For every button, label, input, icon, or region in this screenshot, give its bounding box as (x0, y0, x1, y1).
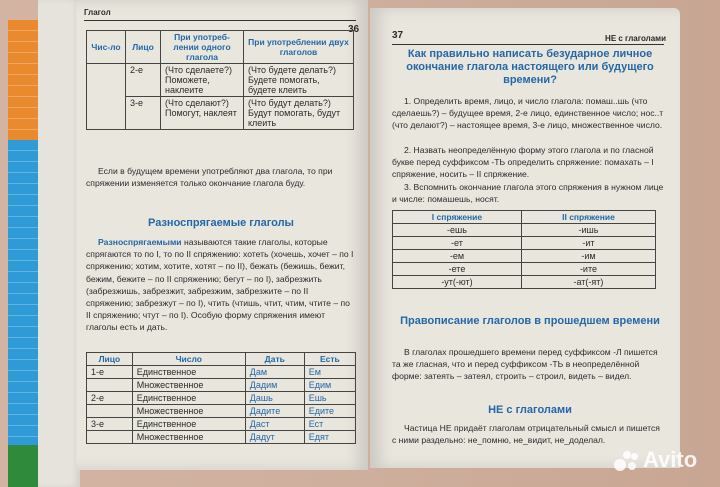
avito-wordmark: Avito (643, 447, 698, 472)
table-row: 1-е Единственное Дам Ем (87, 366, 356, 379)
book-spine (8, 20, 40, 487)
paragraph-future-two-verbs: Если в будущем времени употребляют два глагола, то при спряжении изменяется только окончание глагола буду. (86, 166, 333, 189)
table-row: -ут(-ют) -ат(-ят) (393, 276, 656, 289)
endings-table: I спряжение II спряжение -ешь -ишь -ет -ит -ем -им -ете -ите -ут(-ют) -ат(-ят) (392, 210, 656, 289)
table-row: 2-е (Что сделаете?) Поможете, наклеите (Что будете делать?) Будете помогать, будете клеить (87, 64, 354, 97)
step-2: 2. Назвать неопределённую форму этого глагола и по гласной букве перед суффиксом -ТЬ определить спряжение: помахать – I спряжение, носить – II спряжение. (392, 145, 654, 180)
heading-heteroclitic-verbs: Разноспрягаемые глаголы (148, 217, 294, 229)
term-highlight: Разноспрягаемыми (98, 237, 182, 247)
spine-orange-band (8, 20, 40, 140)
step-3: 3. Вспомнить окончание глагола этого спряжения в нужном лице и числе: помашешь, носят. (392, 182, 664, 205)
paragraph-heteroclitic: Разноспрягаемыми называются такие глаголы, которые спрягаются то по I, то по II спряжению: хотеть (хочешь, хочет – по I спряжению; хотим, хотите, хотят – по II), бежать (бежишь, бежит, бежим, бежите – по II спряжению; бегут – по I), забрезжить (забрезжишь, забрезжит, забрезжим, забрезжите – по II спряжению; забрезжут – по I), чтить (чтишь, чтит, чтим, чтите – по II спряжению; чтут – по I). Особую форму спряжения имеют глаголы есть и дать. (86, 237, 354, 333)
spine-green-band (8, 445, 40, 487)
table-row: 2-е Единственное Дашь Ешь (87, 392, 356, 405)
conjugation-table-dat-est: Лицо Число Дать Есть 1-е Единственное Дам Ем Множественное Дадим Едим 2-е Единственное Дашь Ешь Множественное Дадите Едите 3-е Единственное Даст Ест Множественное Дадут Едят (86, 352, 356, 444)
table-row: Множественное Дадите Едите (87, 405, 356, 418)
table-row: Множественное Дадут Едят (87, 431, 356, 444)
running-head-right: НЕ с глаголами (605, 34, 666, 43)
col-header: При употреблении двух глаголов (243, 31, 353, 64)
page-number-right: 37 (392, 30, 404, 41)
left-page (76, 0, 368, 470)
paragraph-past-tense: В глаголах прошедшего времени перед суффиксом -Л пишется та же гласная, что и перед суффиксом -ТЬ в неопределённой форме: затеять – затеял, строить – строил, видеть – видел. (392, 347, 658, 382)
header-rule (84, 20, 356, 21)
paragraph-ne: Частица НЕ придаёт глаголам отрицательный смысл и пишется с ними раздельно: не_помню, не_видит, не_доделал. (392, 423, 660, 446)
header-rule (392, 44, 664, 45)
heading-ne-with-verbs: НЕ с глаголами (488, 404, 572, 416)
avito-logo-icon (614, 449, 640, 471)
heading-past-tense: Правописание глаголов в прошедшем времени (400, 315, 660, 327)
table-row: -ете -ите (393, 263, 656, 276)
table-row: Множественное Дадим Едим (87, 379, 356, 392)
table-row: 3-е (Что сделают?) Помогут, наклеят (Что будут делать?) Будут помогать, будут клеить (87, 97, 354, 130)
heading-unstressed-endings: Как правильно написать безударное личное окончание глагола настоящего или будущего времени? (406, 48, 654, 86)
table-row: -ет -ит (393, 237, 656, 250)
col-header: При употреб-лении одного глагола (161, 31, 244, 64)
running-head-left: Глагол (84, 8, 111, 17)
step-1: 1. Определить время, лицо, и число глагола: помаш..шь (что сделаешь?) – будущее время, 2-е лицо, единственное число; нос..т (что делают?) – настоящее время, 3-е лицо, множественное число. (392, 96, 664, 131)
table-row: -ешь -ишь (393, 224, 656, 237)
conjugation-table-future (86, 30, 354, 130)
table-row: -ем -им (393, 250, 656, 263)
page-edge (38, 0, 80, 487)
spine-blue-band (8, 140, 40, 445)
right-page (370, 8, 680, 468)
table-row: 3-е Единственное Даст Ест (87, 418, 356, 431)
page-number-left: 36 (348, 24, 360, 35)
col-header: Чис-ло (87, 31, 126, 64)
avito-watermark (614, 447, 697, 473)
col-header: Лицо (126, 31, 161, 64)
